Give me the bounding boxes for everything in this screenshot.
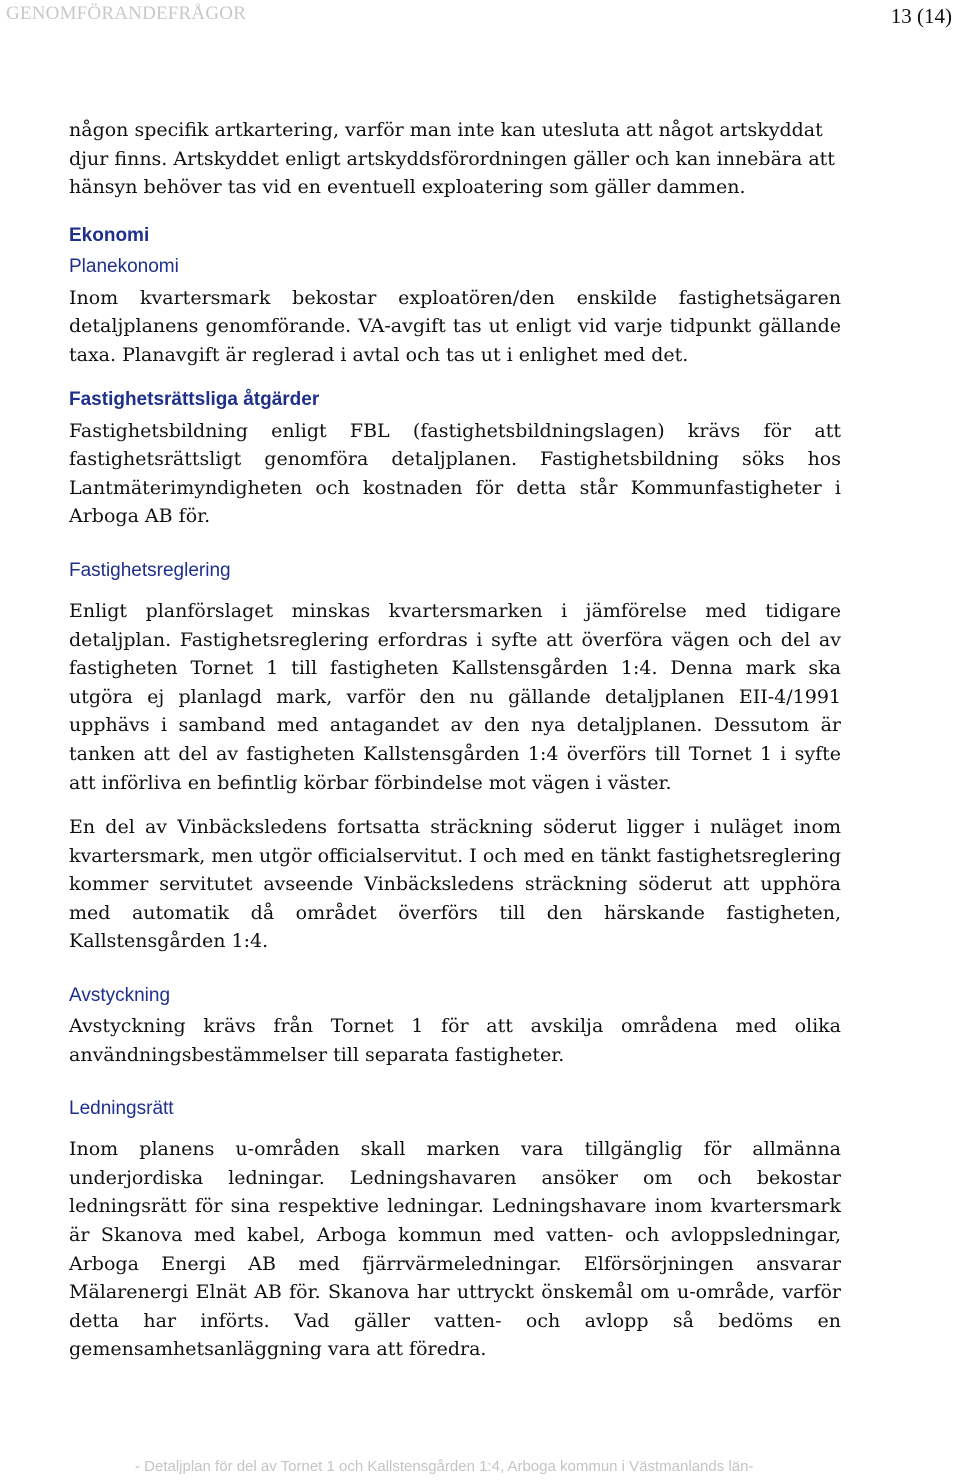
running-header: GENOMFÖRANDEFRÅGOR (6, 3, 247, 24)
subheading-ledningsratt: Ledningsrätt (69, 1098, 174, 1120)
paragraph-avstyckning: Avstyckning krävs från Tornet 1 för att avskilja områdena med olika användningsbestämmelser till separata fastigheter. (69, 1015, 841, 1066)
paragraph-fastighetsreglering-2: En del av Vinbäcksledens fortsatta sträckning söderut ligger i nuläget inom kvartersmark, men utgör officialservitut. I och med en tänkt fastighetsreglering kommer servitutet avseende Vinbäcksledens sträckning söderut att upphöra med automatik då området överförs till den härskande fastigheten, Kallstensgården 1:4. (69, 816, 841, 953)
page-number: 13 (14) (890, 4, 952, 28)
section-heading-fastighetsrattsliga: Fastighetsrättsliga åtgärder (69, 388, 320, 410)
section-heading-ekonomi: Ekonomi (69, 224, 150, 246)
subheading-planekonomi: Planekonomi (69, 255, 179, 277)
subheading-fastighetsreglering: Fastighetsreglering (69, 559, 231, 581)
page-footer: - Detaljplan för del av Tornet 1 och Kallstensgården 1:4, Arboga kommun i Västmanlands län- (135, 1458, 754, 1475)
paragraph-fastighetsbildning: Fastighetsbildning enligt FBL (fastighetsbildningslagen) krävs för att fastighetsrättsligt genomföra detaljplanen. Fastighetsbildning söks hos Lantmäterimyndigheten och kostnaden för detta står Kommunfastigheter i Arboga AB för. (69, 419, 841, 528)
page-body (69, 116, 841, 1364)
intro-paragraph: någon specifik artkartering, varför man inte kan utesluta att något artskyddat djur finns. Artskyddet enligt artskyddsförordningen gäller och kan innebära att hänsyn behöver tas vid en eventuell exploatering som gäller dammen. (69, 119, 835, 199)
paragraph-planekonomi: Inom kvartersmark bekostar exploatören/den enskilde fastighetsägaren detaljplanens genomförande. VA-avgift tas ut enligt vid varje tidpunkt gällande taxa. Planavgift är reglerad i avtal och tas ut i enlighet med det. (69, 286, 841, 366)
paragraph-fastighetsreglering-1: Enligt planförslaget minskas kvartersmarken i jämförelse med tidigare detaljplan. Fastighetsreglering erfordras i syfte att överföra vägen och del av fastigheten Tornet 1 till fastigheten Kallstensgården 1:4. Denna mark ska utgöra ej planlagd mark, varför den nu gällande detaljplanen EII-4/1991 upphävs i samband med antagandet av den nya detaljplanen. Dessutom är tanken att del av fastigheten Kallstensgården 1:4 överförs till Tornet 1 i syfte att införliva en befintlig körbar förbindelse mot vägen i väster. (69, 599, 841, 794)
subheading-avstyckning: Avstyckning (69, 985, 171, 1007)
paragraph-ledningsratt: Inom planens u-områden skall marken vara tillgänglig för allmänna underjordiska ledningar. Ledningshavaren ansöker om och bekostar ledningsrätt för sina respektive ledningar. Ledningshavare inom kvartersmark är Skanova med kabel, Arboga kommun med vatten- och avloppsledningar, Arboga Energi AB med fjärrvärmeledningar. Elförsörjningen ansvarar Mälarenergi Elnät AB för. Skanova har uttryckt önskemål om u-område, varför detta har införts. Vad gäller vatten- och avlopp så bedöms en gemensamhetsanläggning vara att föredra. (69, 1138, 841, 1361)
